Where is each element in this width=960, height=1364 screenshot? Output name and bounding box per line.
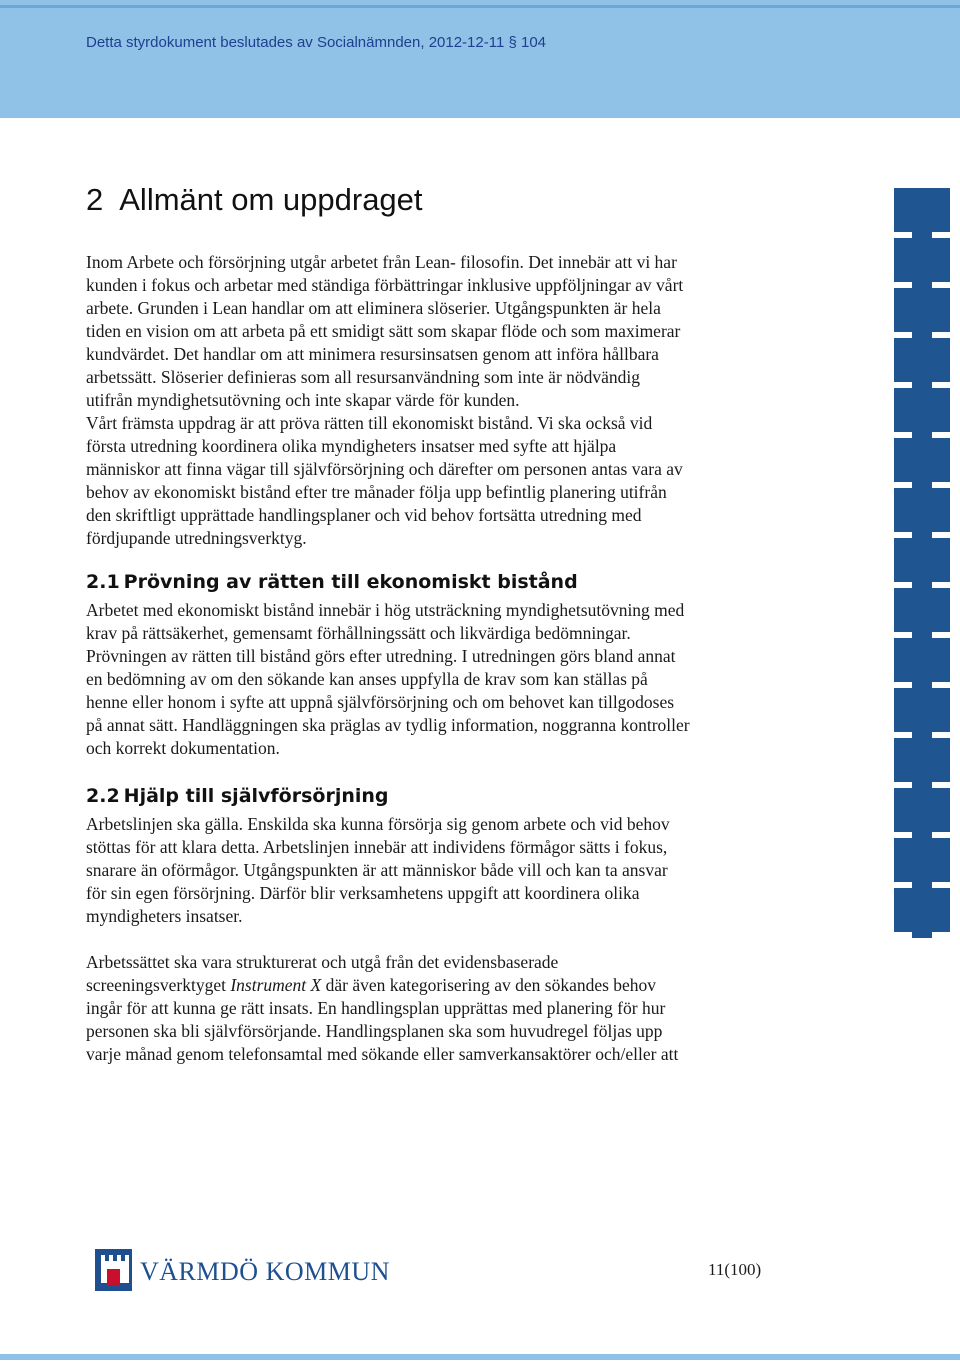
text-line: behov av ekonomiskt bistånd efter tre månader följa upp befintlig planering utifrån — [86, 482, 667, 502]
decor-tower-block — [894, 738, 950, 788]
header-band — [0, 0, 960, 118]
decor-tower-block — [894, 688, 950, 738]
text-line: kunden i fokus och arbetar med ständiga förbättringar inklusive uppföljningar av vårt — [86, 275, 684, 295]
section-intro-paragraph — [86, 251, 786, 550]
subsection-2-2-paragraph-1 — [86, 813, 786, 928]
text-line: Arbetet med ekonomiskt bistånd innebär i hög utsträckning myndighetsutövning med — [86, 600, 685, 620]
text-line: en bedömning av om den sökande kan anses uppfylla de krav som kan ställas på — [86, 669, 648, 689]
text-line: arbete. Grunden i Lean handlar om att eliminera slöserier. Utgångspunkten är hela — [86, 298, 661, 318]
text-line: den skriftligt upprättade handlingsplaner och vid behov fortsätta utredning med — [86, 505, 642, 525]
decor-tower-block — [894, 588, 950, 638]
instrument-name: Instrument X — [230, 975, 322, 995]
text-line: fördjupande utredningsverktyg. — [86, 528, 307, 548]
decor-tower-block — [894, 638, 950, 688]
subsection-number: 2.1 — [86, 571, 120, 593]
text-line: människor att finna vägar till självförsörjning och därefter om personen antas vara av — [86, 459, 683, 479]
brand-name: VÄRMDÖ KOMMUN — [140, 1257, 390, 1286]
subsection-title: Hjälp till självförsörjning — [123, 785, 389, 807]
text-line: första utredning koordinera olika myndigheters insatser med syfte att hjälpa — [86, 436, 617, 456]
text-line: henne eller honom i syfte att uppnå självförsörjning och om behovet kan tillgodoses — [86, 692, 675, 712]
text-line: ingår för att kunna ge rätt insats. En handlingsplan upprättas med planering för hur — [86, 998, 666, 1018]
subsection-heading-2-1 — [86, 571, 578, 593]
document-header: Detta styrdokument beslutades av Socialnämnden, 2012-12-11 § 104 — [86, 34, 547, 51]
page-number: 11(100) — [708, 1260, 762, 1279]
decor-tower-block — [894, 188, 950, 238]
text-fragment: där även kategorisering av den sökandes behov — [321, 975, 657, 995]
decor-tower-block — [894, 788, 950, 838]
text-line: och korrekt dokumentation. — [86, 738, 280, 758]
text-line: tiden en vision om att arbeta på ett smidigt sätt som skapar flöde och som maximerar — [86, 321, 681, 341]
text-line: Vårt främsta uppdrag är att pröva rätten till ekonomiskt bistånd. Vi ska också vid — [86, 413, 653, 433]
header-band-line — [0, 5, 960, 8]
text-fragment: screeningsverktyget — [86, 975, 231, 995]
text-line: krav på rättsäkerhet, gemensamt förhållningssätt och likvärdiga bedömningar. — [86, 623, 631, 643]
subsection-heading-2-2 — [86, 785, 389, 807]
text-line: kundvärdet. Det handlar om att minimera resursinsatsen genom att införa hållbara — [86, 344, 659, 364]
text-line: för sin egen försörjning. Därför blir verksamhetens uppgift att koordinera olika — [86, 883, 640, 903]
section-heading — [86, 182, 423, 218]
text-line: Arbetssättet ska vara strukturerat och utgå från det evidensbaserade — [86, 952, 559, 972]
text-line: personen ska bli självförsörjande. Handlingsplanen ska som huvudregel följas upp — [86, 1021, 663, 1041]
text-line: snarare än oförmågor. Utgångspunkten är att människor både vill och kan ta ansvar — [86, 860, 668, 880]
decor-tower-block — [894, 338, 950, 388]
footer-band — [0, 1354, 960, 1360]
decor-tower-block — [894, 288, 950, 338]
text-line: Prövningen av rätten till bistånd görs efter utredning. I utredningen görs bland annat — [86, 646, 676, 666]
decor-tower-block — [894, 438, 950, 488]
text-line: Arbetslinjen ska gälla. Enskilda ska kunna försörja sig genom arbete och vid behov — [86, 814, 670, 834]
crown-emblem-icon — [95, 1249, 132, 1291]
text-line: arbetssätt. Slöserier definieras som all resursanvändning som inte är nödvändig — [86, 367, 641, 387]
decor-tower-block — [894, 238, 950, 288]
subsection-number: 2.2 — [86, 785, 120, 807]
text-line: myndigheters insatser. — [86, 906, 243, 926]
subsection-title: Prövning av rätten till ekonomiskt bistånd — [123, 571, 578, 593]
decor-tower-block — [894, 488, 950, 538]
decor-tower-block — [894, 888, 950, 938]
decorative-castle-pattern — [894, 188, 950, 948]
text-line — [86, 974, 786, 997]
subsection-2-2-paragraph-2 — [86, 951, 786, 1066]
section-number: 2 — [86, 182, 104, 217]
decor-tower-block — [894, 388, 950, 438]
subsection-2-1-paragraph — [86, 599, 786, 760]
text-line: utifrån myndighetsutövning och inte skapar värde för kunden. — [86, 390, 520, 410]
decor-tower-block — [894, 838, 950, 888]
section-title: Allmänt om uppdraget — [119, 182, 423, 217]
decor-tower-block — [894, 538, 950, 588]
text-line: varje månad genom telefonsamtal med sökande eller samverkansaktörer och/eller att — [86, 1044, 679, 1064]
text-line: Inom Arbete och försörjning utgår arbetet från Lean- filosofin. Det innebär att vi har — [86, 252, 677, 272]
text-line: på annat sätt. Handläggningen ska präglas av tydlig information, noggranna kontroller — [86, 715, 690, 735]
text-line: stöttas för att klara detta. Arbetslinjen innebär att individens förmågor sätts i fokus, — [86, 837, 668, 857]
